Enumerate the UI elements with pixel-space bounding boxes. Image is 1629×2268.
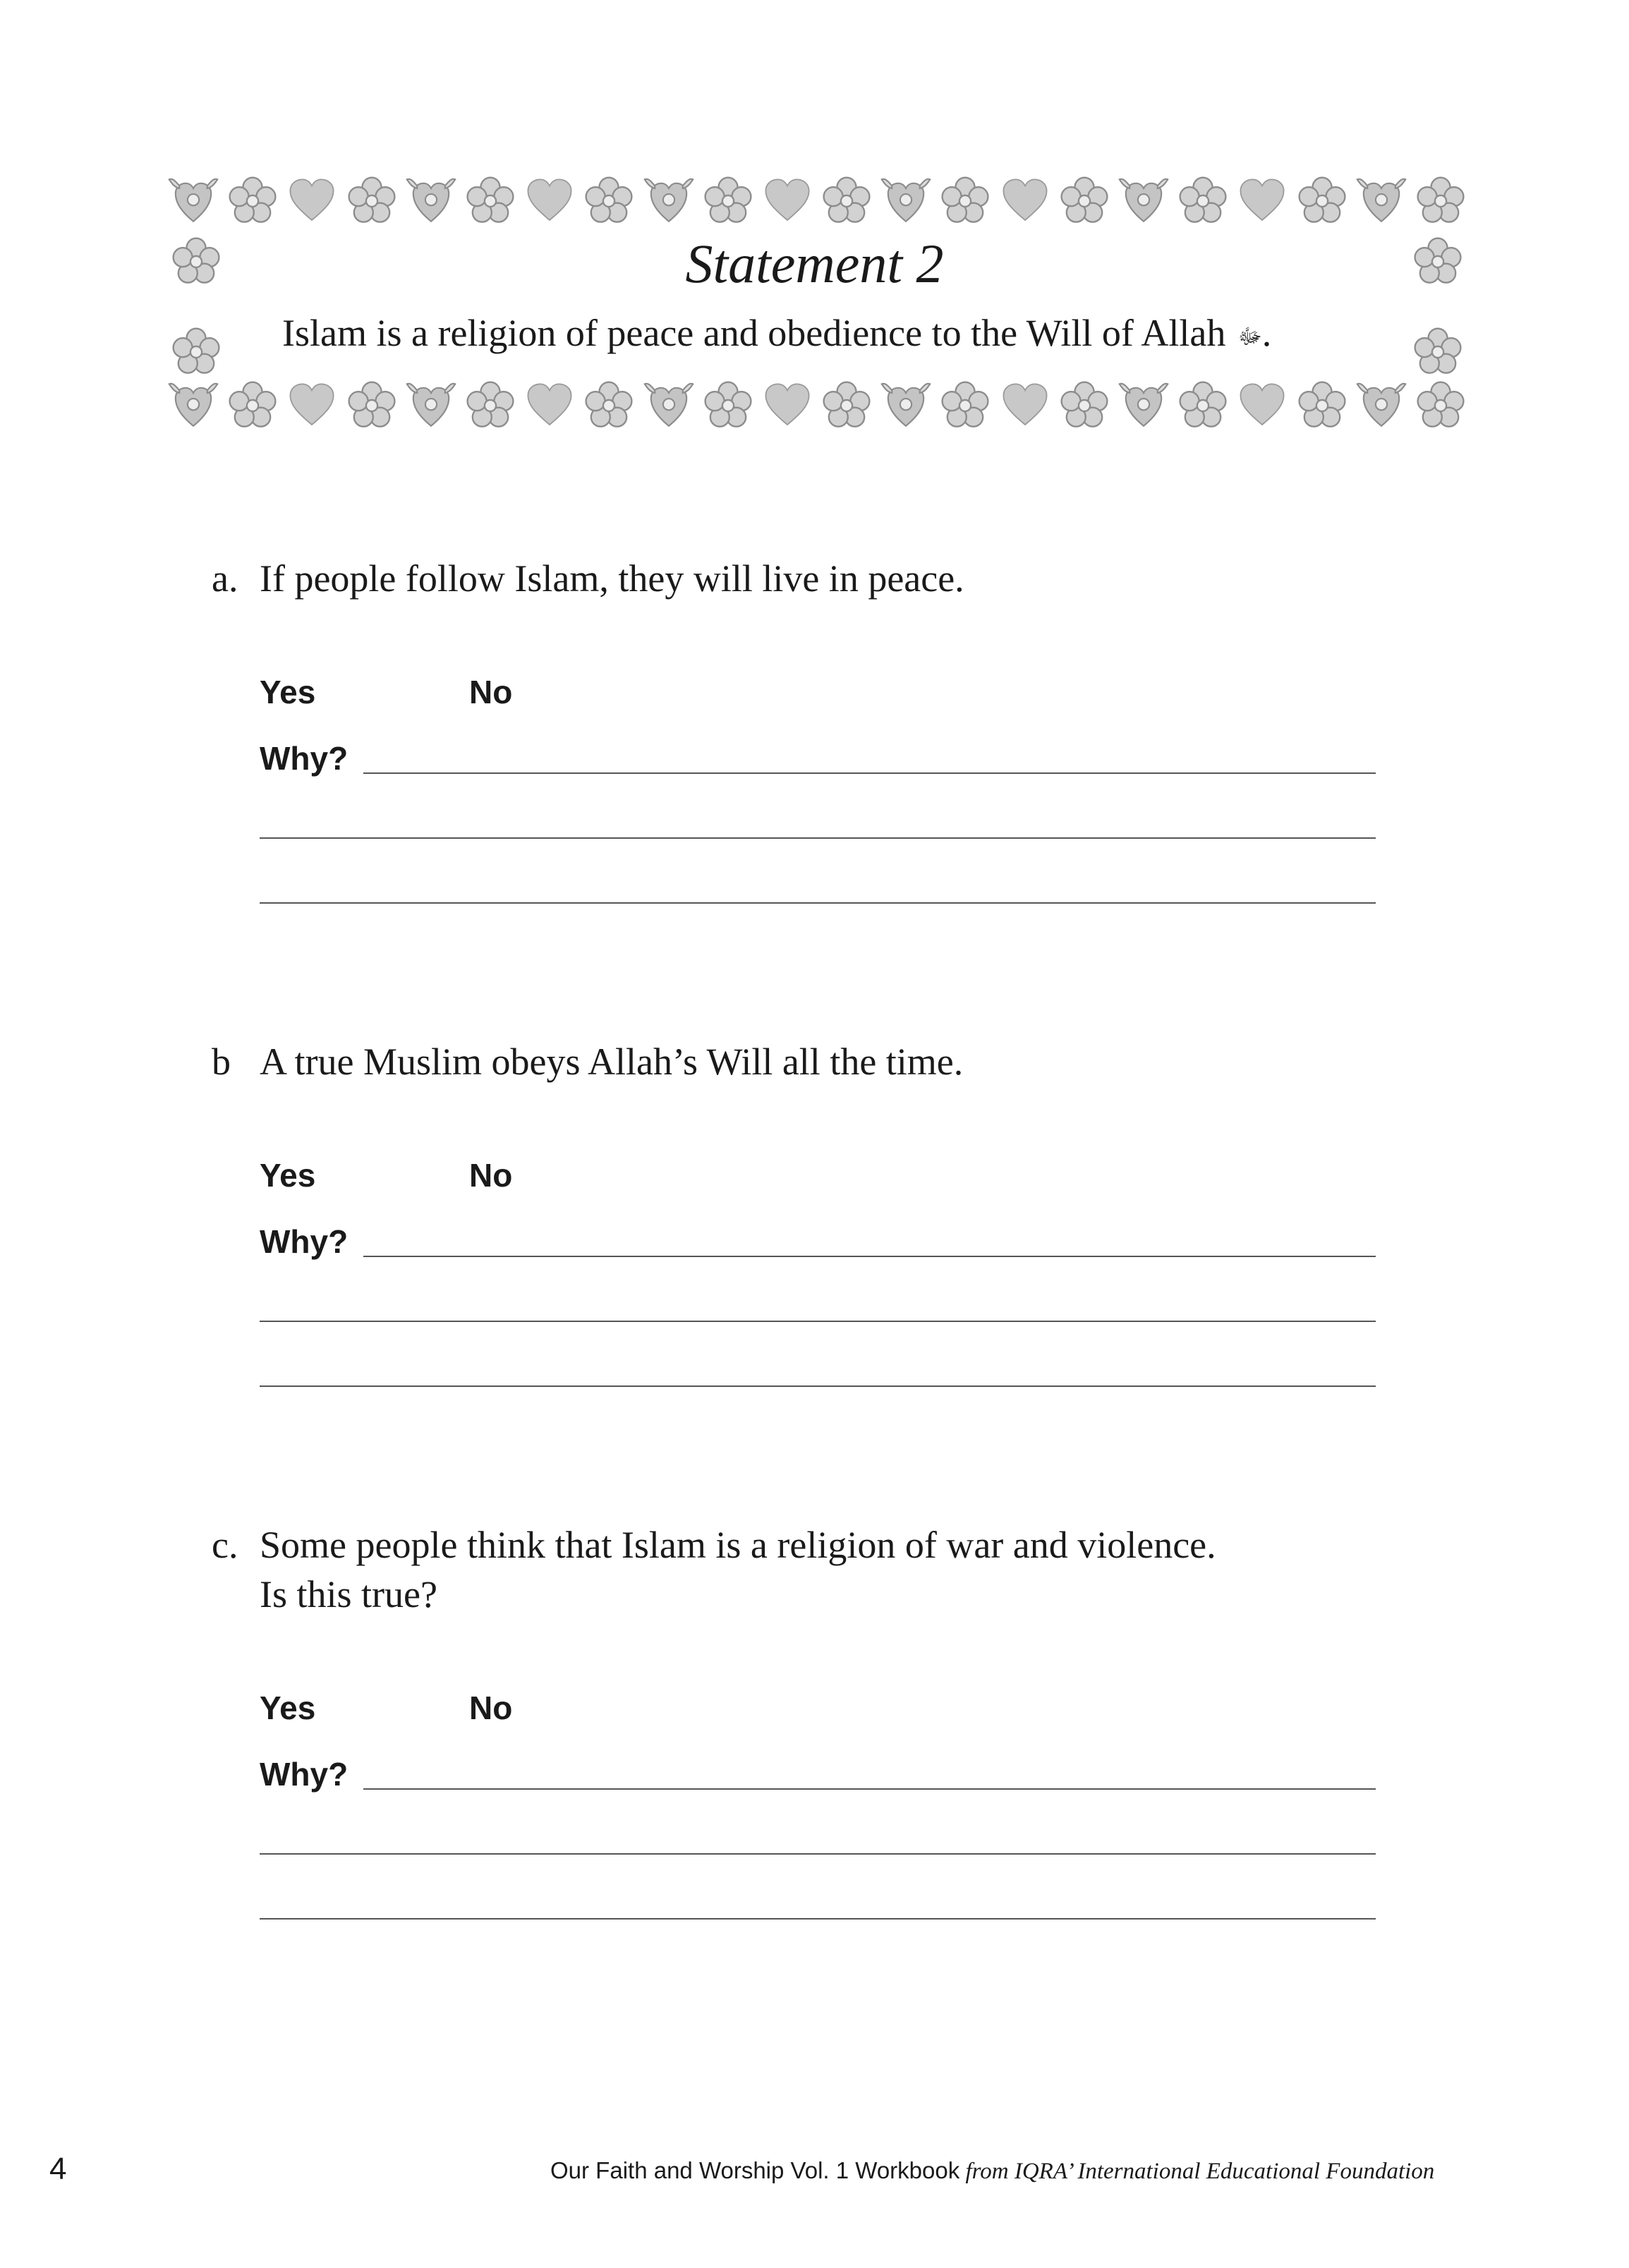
statement-text bbox=[282, 310, 1271, 356]
question-text: If people follow Islam, they will live in peace. bbox=[260, 557, 964, 600]
flower-icon bbox=[465, 176, 516, 226]
why-label: Why? bbox=[260, 1223, 349, 1260]
footer-credit bbox=[550, 2157, 1434, 2185]
flower-icon bbox=[940, 380, 991, 431]
ornament-border-top bbox=[168, 173, 1466, 229]
flower-icon bbox=[1297, 176, 1348, 226]
flower-icon bbox=[1059, 380, 1110, 431]
yes-option[interactable]: Yes bbox=[260, 1690, 316, 1726]
answer-line[interactable] bbox=[260, 837, 1376, 839]
answer-line[interactable] bbox=[363, 1256, 1376, 1257]
flower-icon bbox=[465, 380, 516, 431]
question-b bbox=[212, 1037, 963, 1086]
question-text: A true Muslim obeys Allah’s Will all the time. bbox=[260, 1041, 964, 1083]
flower-icon bbox=[1297, 380, 1348, 431]
bud-icon bbox=[168, 380, 219, 431]
flower-icon bbox=[940, 176, 991, 226]
flower-icon bbox=[583, 380, 634, 431]
question-text-continued: Is this true? bbox=[260, 1573, 437, 1615]
flower-icon bbox=[346, 380, 397, 431]
flower-icon bbox=[703, 176, 753, 226]
flower-icon bbox=[1415, 380, 1466, 431]
heart-icon bbox=[1000, 176, 1050, 226]
flower-icon bbox=[821, 380, 872, 431]
flower-icon bbox=[583, 176, 634, 226]
heart-icon bbox=[524, 380, 575, 431]
yes-option[interactable]: Yes bbox=[260, 1157, 316, 1194]
footer-publisher: from IQRA’ International Educational Foundation bbox=[965, 2159, 1435, 2184]
footer-book-title: Our Faith and Worship Vol. 1 Workbook bbox=[550, 2157, 960, 2183]
heart-icon bbox=[762, 176, 813, 226]
bud-icon bbox=[168, 176, 219, 226]
answer-line[interactable] bbox=[363, 1788, 1376, 1790]
answer-line[interactable] bbox=[363, 772, 1376, 774]
statement-body: Islam is a religion of peace and obedience to the Will of Allah bbox=[282, 312, 1226, 354]
bud-icon bbox=[1356, 380, 1407, 431]
bud-icon bbox=[1118, 176, 1169, 226]
answer-line[interactable] bbox=[260, 1321, 1376, 1322]
flower-icon bbox=[1177, 176, 1228, 226]
flower-icon bbox=[171, 327, 222, 377]
heart-icon bbox=[1237, 176, 1288, 226]
heart-icon bbox=[286, 380, 337, 431]
bud-icon bbox=[643, 176, 694, 226]
answer-line[interactable] bbox=[260, 902, 1376, 904]
statement-period: . bbox=[1261, 312, 1272, 354]
bud-icon bbox=[1118, 380, 1169, 431]
no-option[interactable]: No bbox=[469, 1690, 513, 1726]
question-letter: b bbox=[212, 1041, 231, 1083]
yes-option[interactable]: Yes bbox=[260, 674, 316, 710]
flower-icon bbox=[1059, 176, 1110, 226]
answer-line[interactable] bbox=[260, 1853, 1376, 1855]
subhanahu-seal: ﷻ bbox=[1237, 325, 1262, 348]
heart-icon bbox=[762, 380, 813, 431]
bud-icon bbox=[406, 380, 456, 431]
bud-icon bbox=[1356, 176, 1407, 226]
flower-icon bbox=[346, 176, 397, 226]
heart-icon bbox=[286, 176, 337, 226]
why-label: Why? bbox=[260, 1756, 349, 1793]
page-number: 4 bbox=[49, 2152, 67, 2186]
answer-line[interactable] bbox=[260, 1918, 1376, 1920]
flower-icon bbox=[821, 176, 872, 226]
ornament-border-bottom bbox=[168, 377, 1466, 434]
flower-icon bbox=[703, 380, 753, 431]
heart-icon bbox=[1237, 380, 1288, 431]
answer-line[interactable] bbox=[260, 1385, 1376, 1387]
bud-icon bbox=[406, 176, 456, 226]
bud-icon bbox=[880, 176, 931, 226]
question-text: Some people think that Islam is a religion of war and violence. bbox=[260, 1524, 1216, 1566]
heart-icon bbox=[524, 176, 575, 226]
bud-icon bbox=[880, 380, 931, 431]
flower-icon bbox=[1415, 176, 1466, 226]
question-a bbox=[212, 554, 964, 603]
question-c bbox=[212, 1520, 1216, 1619]
flower-icon bbox=[227, 380, 278, 431]
flower-icon bbox=[227, 176, 278, 226]
question-letter: a. bbox=[212, 557, 238, 600]
heart-icon bbox=[1000, 380, 1050, 431]
flower-icon bbox=[1177, 380, 1228, 431]
why-label: Why? bbox=[260, 740, 349, 777]
question-letter: c. bbox=[212, 1524, 238, 1566]
flower-icon bbox=[1412, 327, 1463, 377]
bud-icon bbox=[643, 380, 694, 431]
statement-title: Statement 2 bbox=[685, 233, 944, 294]
no-option[interactable]: No bbox=[469, 674, 513, 710]
no-option[interactable]: No bbox=[469, 1157, 513, 1194]
